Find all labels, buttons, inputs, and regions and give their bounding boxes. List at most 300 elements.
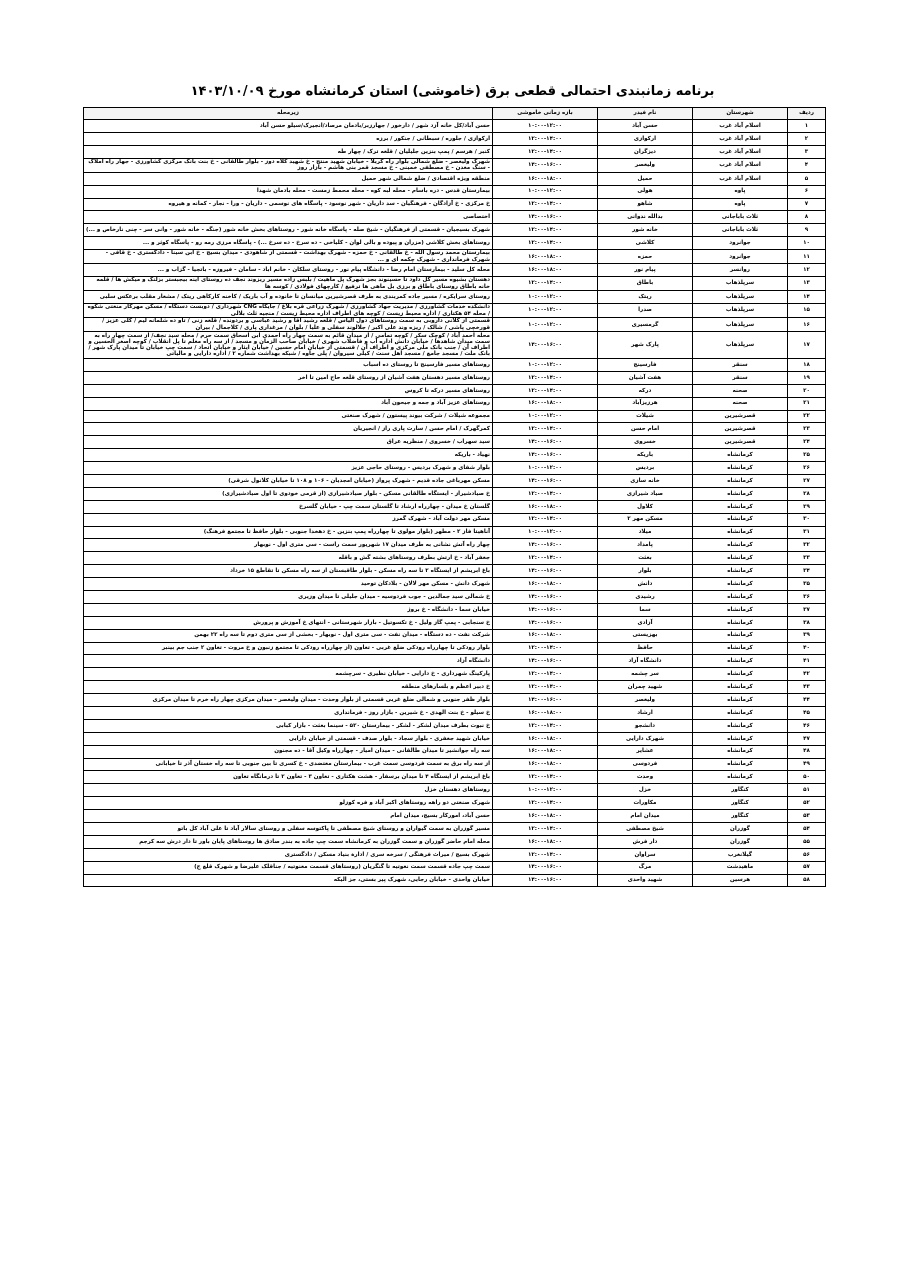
row-number: ۱۵ <box>788 304 826 318</box>
row-number: ۵۶ <box>788 848 826 861</box>
feeder-cell: سر چشمه <box>598 668 693 681</box>
feeder-cell: دانشجو <box>598 719 693 732</box>
table-row <box>84 629 826 642</box>
time-range-cell: ۱۲:۰۰-۱۴:۰۰ <box>493 797 598 810</box>
row-number: ۳۹ <box>788 629 826 642</box>
row-number: ۳۸ <box>788 616 826 629</box>
feeder-cell: دار فرش <box>598 835 693 848</box>
table-row <box>84 758 826 771</box>
area-cell: خ دبیر اعظم و بلسارهای منطقه <box>84 681 493 694</box>
table-row <box>84 603 826 616</box>
feeder-cell: هولی <box>598 185 693 198</box>
feeder-cell: فارسینج <box>598 358 693 371</box>
header-time-range: بازه زمانی خاموشی <box>493 108 598 120</box>
area-cell: چهار راه آتش نشانی به طرف میدان ۱۷ شهریور سمت راست - سی متری اول - نوبهار <box>84 539 493 552</box>
area-cell: مسکن مهرباغی جاده قدیم - شهرک پرواز (خیابان امجدیان - ۱۰۶ و ۱۰۸ تا خیابان کلانول شرقی) <box>84 474 493 487</box>
table-row <box>84 642 826 655</box>
time-range-cell: ۱۲:۰۰-۱۴:۰۰ <box>493 371 598 384</box>
table-row <box>84 848 826 861</box>
row-number: ۳۶ <box>788 590 826 603</box>
table-row <box>84 668 826 681</box>
row-number: ۳۳ <box>788 552 826 565</box>
feeder-cell: صیاد شیرازی <box>598 487 693 500</box>
time-range-cell: ۱۴:۰۰-۱۶:۰۰ <box>493 474 598 487</box>
time-range-cell: ۱۰:۰۰-۱۲:۰۰ <box>493 185 598 198</box>
area-cell: باغ ابریشم از ایستگاه ۴ تا میدان برسفار - هشت هکتاری - تعاون ۳ - تعاون ۲ تا درمانگاه تعاون <box>84 771 493 784</box>
row-number: ۱۶ <box>788 318 826 332</box>
feeder-cell: شیلات <box>598 410 693 423</box>
feeder-cell: سما <box>598 603 693 616</box>
row-number: ۵۵ <box>788 835 826 848</box>
area-cell: خیابان سما - دانشگاه - خ بروژ <box>84 603 493 616</box>
feeder-cell: ارکوازی <box>598 132 693 145</box>
feeder-cell: عشایر <box>598 745 693 758</box>
city-cell: کرمانشاه <box>693 526 788 539</box>
table-row <box>84 797 826 810</box>
time-range-cell: ۱۴:۰۰-۱۶:۰۰ <box>493 332 598 359</box>
row-number: ۵۲ <box>788 797 826 810</box>
time-range-cell: ۱۲:۰۰-۱۴:۰۰ <box>493 848 598 861</box>
table-row <box>84 224 826 237</box>
table-row <box>84 539 826 552</box>
city-cell: کرمانشاه <box>693 474 788 487</box>
time-range-cell: ۱۶:۰۰-۱۸:۰۰ <box>493 835 598 848</box>
row-number: ۲۸ <box>788 487 826 500</box>
area-cell: قسمتی از کلانی داروبی به سمت روستاهای دول الیاس / قلعه رشید آقا و رشید عباسی و بردونده / قلعه زنی / تاو ده شلمانه لیم / کلی عزیز / قورخچی پاشی / شالک / ریزه وند علی اکبر / جلالوند سفلی و علیا / بلوان / مرغداری پاری / کلاجمال / بیران <box>84 318 493 332</box>
area-cell: شرکت نفت - ده دستگاه - میدان نفت - سی متری اول - نوبهار - بخشی از سی متری دوم تا سه راه ۲۲ بهمن <box>84 629 493 642</box>
feeder-cell: حمزه <box>598 250 693 264</box>
row-number: ۱۰ <box>788 237 826 250</box>
feeder-cell: ولیعصر <box>598 158 693 172</box>
area-cell: اختصاصی <box>84 211 493 224</box>
time-range-cell: ۱۴:۰۰-۱۶:۰۰ <box>493 694 598 707</box>
city-cell: کرمانشاه <box>693 771 788 784</box>
feeder-cell: خانه سازی <box>598 474 693 487</box>
time-range-cell: ۱۰:۰۰-۱۲:۰۰ <box>493 784 598 797</box>
table-row <box>84 318 826 332</box>
time-range-cell: ۱۶:۰۰-۱۸:۰۰ <box>493 810 598 823</box>
feeder-cell: گرمسیری <box>598 318 693 332</box>
row-number: ۴۹ <box>788 758 826 771</box>
area-cell: خ سیلو - خ بنت الهدی - خ شیرین - بازار روز - فرمانداری <box>84 707 493 720</box>
time-range-cell: ۱۴:۰۰-۱۶:۰۰ <box>493 616 598 629</box>
city-cell: کرمانشاه <box>693 642 788 655</box>
time-range-cell: ۱۶:۰۰-۱۸:۰۰ <box>493 758 598 771</box>
feeder-cell: درکه <box>598 384 693 397</box>
area-cell: روستاهای مسیر درکه تا کروس <box>84 384 493 397</box>
row-number: ۲۷ <box>788 474 826 487</box>
city-cell: کرمانشاه <box>693 590 788 603</box>
feeder-cell: رشیدی <box>598 590 693 603</box>
time-range-cell: ۱۴:۰۰-۱۶:۰۰ <box>493 565 598 578</box>
row-number: ۸ <box>788 211 826 224</box>
feeder-cell: باطاق <box>598 277 693 291</box>
row-number: ۶ <box>788 185 826 198</box>
area-cell: از سه راه برق به سمت فردوسی سمت غرب - بیمارستان معتضدی - خ کسری تا بین جنوبی تا سه راه خستان آذر تا خیابانی <box>84 758 493 771</box>
feeder-cell: خزل <box>598 784 693 797</box>
city-cell: کرمانشاه <box>693 565 788 578</box>
row-number: ۱۹ <box>788 371 826 384</box>
area-cell: بلوار رودکی تا چهارراه رودکی ضلع غربی - تعاون (از چهارراه رودکی تا مجتمع زنبون و خ مروت - تعاون ۲ جنب جم بینبر <box>84 642 493 655</box>
time-range-cell: ۱۶:۰۰-۱۸:۰۰ <box>493 397 598 410</box>
feeder-cell: مسکن مهر ۲ <box>598 513 693 526</box>
area-cell: خ شمالی سید جمالدین - جوب فردوسیه - میدان جلیلی تا میدان وزیری <box>84 590 493 603</box>
header-row-number: ردیف <box>788 108 826 120</box>
header-city: شهرستان <box>693 108 788 120</box>
city-cell: کرمانشاه <box>693 462 788 475</box>
time-range-cell: ۱۶:۰۰-۱۸:۰۰ <box>493 172 598 185</box>
city-cell: اسلام آباد غرب <box>693 172 788 185</box>
feeder-cell: مرگ <box>598 861 693 874</box>
table-row <box>84 158 826 172</box>
table-row <box>84 707 826 720</box>
row-number: ۴۴ <box>788 694 826 707</box>
city-cell: کرمانشاه <box>693 655 788 668</box>
city-cell: ماهیدشت <box>693 861 788 874</box>
time-range-cell: ۱۴:۰۰-۱۶:۰۰ <box>493 449 598 462</box>
time-range-cell: ۱۴:۰۰-۱۶:۰۰ <box>493 861 598 874</box>
feeder-cell: شهرک دارایی <box>598 732 693 745</box>
city-cell: سنقر <box>693 371 788 384</box>
feeder-cell: دانشگاه آزاد <box>598 655 693 668</box>
time-range-cell: ۱۶:۰۰-۱۸:۰۰ <box>493 732 598 745</box>
table-row <box>84 578 826 591</box>
city-cell: ثلاث باباجانی <box>693 211 788 224</box>
area-cell: شهرک بسیجیان - قسمتی از فرهنگیان - شیخ صله - پاسگاه خانه شور - روستاهای بخش خانه شور (جنگه - خانه شور - وانی سر - چنی نارخاص و ...) <box>84 224 493 237</box>
city-cell: کرمانشاه <box>693 758 788 771</box>
table-row <box>84 474 826 487</box>
time-range-cell: ۱۴:۰۰-۱۶:۰۰ <box>493 436 598 449</box>
table-row <box>84 132 826 145</box>
area-cell: سمت چپ جاده قسمت سمت نعوتیه تا گنگریان (روستاهای قسمت معنوتیه / جناقلک علیرضا و شهرک قلع ج) <box>84 861 493 874</box>
row-number: ۵۳ <box>788 810 826 823</box>
row-number: ۲۱ <box>788 397 826 410</box>
row-number: ۲۵ <box>788 449 826 462</box>
city-cell: کنگاور <box>693 784 788 797</box>
feeder-cell: خسروی <box>598 436 693 449</box>
table-row <box>84 436 826 449</box>
area-cell: سید سهراب / خسروی / منظریه عراق <box>84 436 493 449</box>
header-feeder: نام فیدر <box>598 108 693 120</box>
time-range-cell: ۱۲:۰۰-۱۴:۰۰ <box>493 423 598 436</box>
feeder-cell: باریکه <box>598 449 693 462</box>
table-row <box>84 371 826 384</box>
table-row <box>84 500 826 513</box>
city-cell: سرپلذهاب <box>693 277 788 291</box>
table-row <box>84 332 826 359</box>
city-cell: گوزران <box>693 823 788 836</box>
area-cell: خ سنجابی - پمپ گاز ولیل - خ تکسوتیل - بازار شهرستانی - انتهای خ آموزش و پرورش <box>84 616 493 629</box>
table-row <box>84 185 826 198</box>
time-range-cell: ۱۴:۰۰-۱۶:۰۰ <box>493 874 598 887</box>
feeder-cell: بعثت <box>598 552 693 565</box>
row-number: ۴۱ <box>788 655 826 668</box>
row-number: ۵۴ <box>788 823 826 836</box>
table-row <box>84 291 826 304</box>
row-number: ۲ <box>788 132 826 145</box>
table-row <box>84 784 826 797</box>
table-row <box>84 835 826 848</box>
area-cell: مسیر گوزران به سمت گیواران و روستای شیخ مصطفی تا پاکتوسه سفلی و روستای سالار آباد تا علی آباد کل باتو <box>84 823 493 836</box>
feeder-cell: پامداد <box>598 539 693 552</box>
city-cell: قصرشیرین <box>693 436 788 449</box>
area-cell: روستای سرایکره / مسیر جاده کمربندی به طرف قصرشیرین میانسان تا خانوده و آب باریک / کاخنه کارکاهی ریتک / مشعار مقلب برعکس سلبی <box>84 291 493 304</box>
feeder-cell: مکاورات <box>598 797 693 810</box>
feeder-cell: آزادی <box>598 616 693 629</box>
city-cell: گیلانغرب <box>693 848 788 861</box>
feeder-cell: دانش <box>598 578 693 591</box>
feeder-cell: پارک شهر <box>598 332 693 359</box>
time-range-cell: ۱۲:۰۰-۱۴:۰۰ <box>493 384 598 397</box>
row-number: ۴۳ <box>788 681 826 694</box>
city-cell: سرپلذهاب <box>693 291 788 304</box>
feeder-cell: حمیل <box>598 172 693 185</box>
row-number: ۳۴ <box>788 565 826 578</box>
time-range-cell: ۱۰:۰۰-۱۲:۰۰ <box>493 304 598 318</box>
row-number: ۹ <box>788 224 826 237</box>
table-row <box>84 198 826 211</box>
row-number: ۳۷ <box>788 603 826 616</box>
time-range-cell: ۱۶:۰۰-۱۸:۰۰ <box>493 264 598 277</box>
time-range-cell: ۱۰:۰۰-۱۲:۰۰ <box>493 318 598 332</box>
city-cell: کرمانشاه <box>693 629 788 642</box>
area-cell: روستاهای دهستان خزل <box>84 784 493 797</box>
time-range-cell: ۱۴:۰۰-۱۶:۰۰ <box>493 158 598 172</box>
feeder-cell: کلاشی <box>598 237 693 250</box>
area-cell: باغ ابریشم از ایستگاه ۲ تا سه راه مسکن - بلوار طاقبستان از سه راه مسکن تا تقاطع ۱۵ خرداد <box>84 565 493 578</box>
row-number: ۲۲ <box>788 410 826 423</box>
row-number: ۲۰ <box>788 384 826 397</box>
city-cell: اسلام آباد غرب <box>693 158 788 172</box>
table-row <box>84 823 826 836</box>
time-range-cell: ۱۰:۰۰-۱۲:۰۰ <box>493 410 598 423</box>
city-cell: کرمانشاه <box>693 539 788 552</box>
table-row <box>84 810 826 823</box>
time-range-cell: ۱۲:۰۰-۱۴:۰۰ <box>493 681 598 694</box>
row-number: ۲۴ <box>788 436 826 449</box>
area-cell: محله امام حاضر گوزران و سمت گوزران به کرمانشاه سمت چپ جاده به بندر صادق ها روستاهای پایان باور تا دار درش سه کرجم <box>84 835 493 848</box>
area-cell: دانشگاه آزاد <box>84 655 493 668</box>
time-range-cell: ۱۶:۰۰-۱۸:۰۰ <box>493 629 598 642</box>
area-cell: شهرک ولیعصر - ضلع شمالی بلوار راه کربلا - خیابان شهید منتج - خ شهید کلاه دوز - بلوار طالقانی - خ بنت بانک مرکزی کشاورزی - جهار راه املاک - سنگ معدن - خ مصطفی خمینی - خ مسجد قمر بنی هاشم - بازار روز <box>84 158 493 172</box>
table-row <box>84 397 826 410</box>
time-range-cell: ۱۰:۰۰-۱۲:۰۰ <box>493 120 598 133</box>
time-range-cell: ۱۴:۰۰-۱۶:۰۰ <box>493 655 598 668</box>
table-row <box>84 358 826 371</box>
table-row <box>84 616 826 629</box>
feeder-cell: ارشاد <box>598 707 693 720</box>
area-cell: بیمارستان محمد رسول الله - خ طالقانی - خ حمزه - شهرک بهداشت - قسمتی از شاهودی - میدان بسیج - خ ابن سینا - دادگستری - خ قافی - شهرک فرمانداری - شهرک چکمه ای و ... <box>84 250 493 264</box>
city-cell: کرمانشاه <box>693 603 788 616</box>
row-number: ۱۳ <box>788 277 826 291</box>
city-cell: سرپلذهاب <box>693 332 788 359</box>
table-row <box>84 590 826 603</box>
time-range-cell: ۱۰:۰۰-۱۲:۰۰ <box>493 291 598 304</box>
row-number: ۲۹ <box>788 500 826 513</box>
feeder-cell: میلاد <box>598 526 693 539</box>
table-body <box>84 120 826 887</box>
row-number: ۵ <box>788 172 826 185</box>
time-range-cell: ۱۶:۰۰-۱۸:۰۰ <box>493 250 598 264</box>
table-row <box>84 487 826 500</box>
city-cell: صحنه <box>693 397 788 410</box>
area-cell: جعفر آباد - خ ارتش بطرف روستاهای بشته گش و باقله <box>84 552 493 565</box>
area-cell: ارکوازی / جلوره / سبطانی / جنکور / برزه <box>84 132 493 145</box>
feeder-cell: پیام نور <box>598 264 693 277</box>
city-cell: کرمانشاه <box>693 707 788 720</box>
feeder-cell: ریتک <box>598 291 693 304</box>
time-range-cell: ۱۰:۰۰-۱۲:۰۰ <box>493 358 598 371</box>
area-cell: روستاهای عزیز آباد و جمه و جیحون آباد <box>84 397 493 410</box>
time-range-cell: ۱۲:۰۰-۱۴:۰۰ <box>493 237 598 250</box>
table-row <box>84 410 826 423</box>
city-cell: صحنه <box>693 384 788 397</box>
schedule-table <box>83 107 826 887</box>
table-row <box>84 172 826 185</box>
time-range-cell: ۱۲:۰۰-۱۴:۰۰ <box>493 771 598 784</box>
city-cell: کرمانشاه <box>693 513 788 526</box>
feeder-cell: وحدت <box>598 771 693 784</box>
row-number: ۱۴ <box>788 291 826 304</box>
row-number: ۴۷ <box>788 732 826 745</box>
table-row <box>84 423 826 436</box>
area-cell: شهرک صنعتی دو راهه روستاهای اکبر آباد و فره کوزلو <box>84 797 493 810</box>
time-range-cell: ۱۲:۰۰-۱۴:۰۰ <box>493 719 598 732</box>
table-row <box>84 277 826 291</box>
row-number: ۱ <box>788 120 826 133</box>
time-range-cell: ۱۲:۰۰-۱۴:۰۰ <box>493 487 598 500</box>
feeder-cell: خانه شور <box>598 224 693 237</box>
city-cell: کرمانشاه <box>693 616 788 629</box>
city-cell: کرمانشاه <box>693 694 788 707</box>
area-cell: حسن آباد/کل خانه آزد شهر / دارخور / جهارزبر/بادمان مرصاد/انجیرک/سیلو حسن آباد <box>84 120 493 133</box>
table-row <box>84 565 826 578</box>
row-number: ۵۰ <box>788 771 826 784</box>
table-row <box>84 694 826 707</box>
feeder-cell: میدان امام <box>598 810 693 823</box>
row-number: ۱۲ <box>788 264 826 277</box>
table-row <box>84 211 826 224</box>
area-cell: دهستان بشیوه مسیر گل داود تا حسینوند بجز شهرک پل ماهیت / بلبس زاده مسیر ریزوند نجف ده روستای آینه بیجبستر بزلنک و میکش ها / قلمه خانه باطاق روستای باطاق و برزی بل ماهی ها ترفیع / کارچهای فولادی / کوسه ها <box>84 277 493 291</box>
city-cell: پاوه <box>693 198 788 211</box>
feeder-cell: ولیعصر <box>598 694 693 707</box>
row-number: ۷ <box>788 198 826 211</box>
city-cell: جوانرود <box>693 237 788 250</box>
row-number: ۱۷ <box>788 332 826 359</box>
area-cell: نهیاد - باریکه <box>84 449 493 462</box>
feeder-cell: امام حسن <box>598 423 693 436</box>
city-cell: کرمانشاه <box>693 578 788 591</box>
feeder-cell: شاهو <box>598 198 693 211</box>
city-cell: اسلام آباد غرب <box>693 145 788 158</box>
row-number: ۵۸ <box>788 874 826 887</box>
table-row <box>84 237 826 250</box>
feeder-cell: هرزیزآباد <box>598 397 693 410</box>
area-cell: سه راه جوانشیر تا میدان طالقانی - میدان امیار - چهارراه وکیل آقا - ده مجنون <box>84 745 493 758</box>
feeder-cell: شیخ مصطفی <box>598 823 693 836</box>
city-cell: کرمانشاه <box>693 500 788 513</box>
city-cell: کرمانشاه <box>693 487 788 500</box>
area-cell: شهرک بسیج / میراث فرهنگی / سرخه سری / ادارة بنیاد مسکن / دادگستری <box>84 848 493 861</box>
city-cell: کرمانشاه <box>693 668 788 681</box>
table-row <box>84 526 826 539</box>
table-row <box>84 719 826 732</box>
area-cell: خیابان شهید جعفری - بلوار سجاد - بلوار صدف - قسمتی از خیابان دارایی <box>84 732 493 745</box>
area-cell: کنبر / هرسم / پمپ بنزین جلیلیان / قلعه ترک / چهار طه <box>84 145 493 158</box>
city-cell: قصرشیرین <box>693 423 788 436</box>
table-row <box>84 552 826 565</box>
feeder-cell: کلاول <box>598 500 693 513</box>
feeder-cell: صدرا <box>598 304 693 318</box>
table-row <box>84 732 826 745</box>
table-row <box>84 655 826 668</box>
area-cell: خیابان واحدی - خیابان رجایی، شهرک پیر بستی، جز الیکه <box>84 874 493 887</box>
time-range-cell: ۱۶:۰۰-۱۸:۰۰ <box>493 745 598 758</box>
area-cell: محله احمد آباد / کوچک سکر / کوچه تمامی / از میدان قائم به سمت چهار راه احمدی ابن اسحاق سمت حرم / محله سید نجف/ از سمت چهار راه به سمت میدان شاهدها / خیابان دانش اداره آب و فاضلاب شهری / خیابان صاحب الزمان و مسجد / از سه راه معلم تا پل انقلاب / کوچه اصغر الحسین و اطراف آن / جنب بانک ملی مرکزی و اطراف آن / قسمتی از خیابان امام حسین / خیابان ایثار و خیابان اتحاد / سمت چپ خیابان تا میدان پارک شهر / بانک ملت / مسجد جامع / مسجد اهل سنت / کیلی سیروان / پلی جاوه / شبکه بهداشت شماره ۲ / اداره دارایی و مالیاتی <box>84 332 493 359</box>
area-cell: حسن آباد، امورکار بسیج، میدان امام <box>84 810 493 823</box>
table-row <box>84 513 826 526</box>
row-number: ۳۲ <box>788 539 826 552</box>
row-number: ۴۲ <box>788 668 826 681</box>
header-area: زیرمحله <box>84 108 493 120</box>
time-range-cell: ۱۶:۰۰-۱۸:۰۰ <box>493 500 598 513</box>
area-cell: خ صیادشیراز - ایستگاه طالقانی مسکن - بلوار صیادشیرازی (از قرمی خودوی تا اول صیادشیرازی) <box>84 487 493 500</box>
time-range-cell: ۱۶:۰۰-۱۸:۰۰ <box>493 578 598 591</box>
feeder-cell: بدالله ندوانی <box>598 211 693 224</box>
feeder-cell: هفت آشیان <box>598 371 693 384</box>
time-range-cell: ۱۴:۰۰-۱۶:۰۰ <box>493 539 598 552</box>
table-row <box>84 384 826 397</box>
area-cell: بلوار ظفر جنوبی و شمالی ضلع غربی قسمتی از بلوار وحدت - میدان ولیعصر - میدان مرکزی چهار راه خرم تا میدان مرکزی <box>84 694 493 707</box>
table-row <box>84 745 826 758</box>
row-number: ۴ <box>788 158 826 172</box>
time-range-cell: ۱۲:۰۰-۱۴:۰۰ <box>493 132 598 145</box>
row-number: ۳۵ <box>788 578 826 591</box>
feeder-cell: بهزیستی <box>598 629 693 642</box>
city-cell: پاوه <box>693 185 788 198</box>
area-cell: محله کل سلید - بیمارستان امام رضا - دانشگاه پیام نور - روستای سلکان - خانم اباد - سامان - فیروزه - باتجیا - گزاب و ... <box>84 264 493 277</box>
area-cell: پارکینگ شهرداری - خ دارایی - خیابان نظیری - سرچشمه <box>84 668 493 681</box>
city-cell: جوانرود <box>693 250 788 264</box>
city-cell: کرمانشاه <box>693 745 788 758</box>
feeder-cell: فردوسی <box>598 758 693 771</box>
city-cell: کنگاور <box>693 797 788 810</box>
table-row <box>84 449 826 462</box>
table-row <box>84 120 826 133</box>
table-row <box>84 250 826 264</box>
feeder-cell: دیزگران <box>598 145 693 158</box>
city-cell: کرمانشاه <box>693 552 788 565</box>
city-cell: کرمانشاه <box>693 681 788 694</box>
table-row <box>84 462 826 475</box>
feeder-cell: بلوار <box>598 565 693 578</box>
row-number: ۴۶ <box>788 719 826 732</box>
time-range-cell: ۱۲:۰۰-۱۴:۰۰ <box>493 552 598 565</box>
table-row <box>84 861 826 874</box>
row-number: ۱۸ <box>788 358 826 371</box>
time-range-cell: ۱۲:۰۰-۱۴:۰۰ <box>493 668 598 681</box>
time-range-cell: ۱۴:۰۰-۱۶:۰۰ <box>493 211 598 224</box>
city-cell: اسلام آباد غرب <box>693 120 788 133</box>
area-cell: شهرک دانش - مسکن مهر لالان - بلادکان توحید <box>84 578 493 591</box>
city-cell: کرمانشاه <box>693 732 788 745</box>
row-number: ۵۷ <box>788 861 826 874</box>
city-cell: سرپلذهاب <box>693 304 788 318</box>
area-cell: گلستان خ میدان - چهارراه ارشاد تا گلستان سمت چپ - خیابان گلسرخ <box>84 500 493 513</box>
area-cell: منطقه ویژه اقتصادی / ضلع شمالی شهر حمیل <box>84 172 493 185</box>
area-cell: کمرگهرک / امام حسن / سارت پاری راز / انجیریان <box>84 423 493 436</box>
feeder-cell: شهید واحدی <box>598 874 693 887</box>
